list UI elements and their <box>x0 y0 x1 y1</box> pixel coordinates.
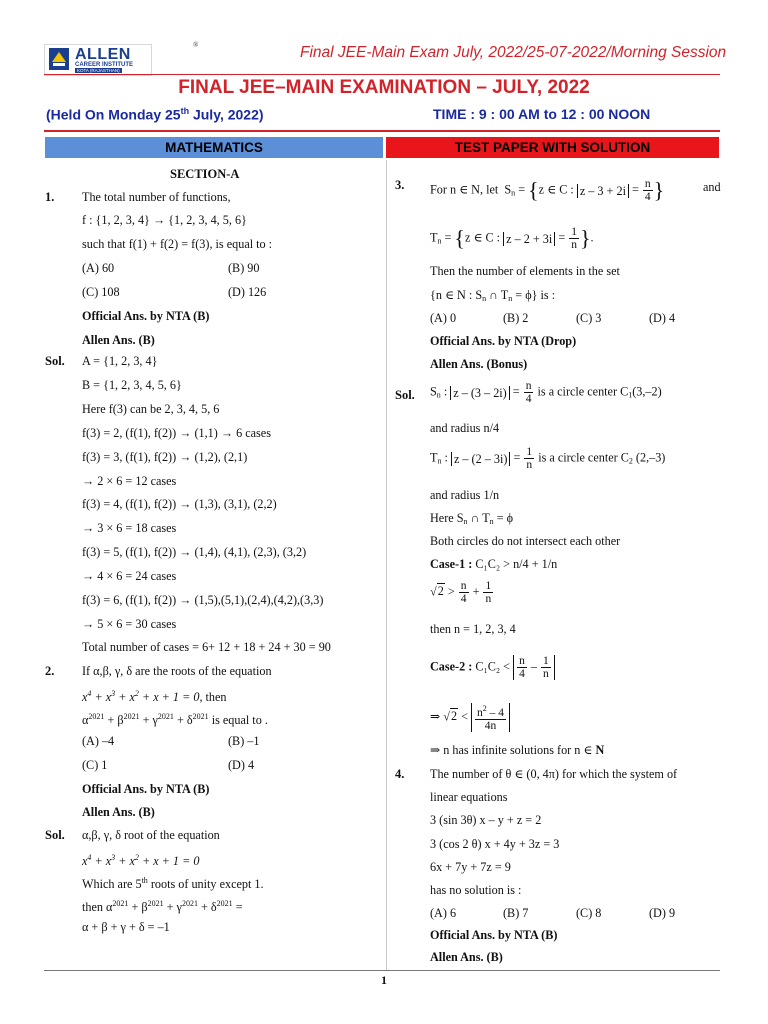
q3-sol-both: Both circles do not intersect each other <box>430 534 621 548</box>
q4-equation-3: 6x + 7y + 7z = 9 <box>430 860 511 874</box>
q1-sol-line: f(3) = 3, (f(1), f(2)) → (1,2), (2,1) <box>82 450 248 464</box>
q3-option-b: (B) 2 <box>503 311 529 325</box>
q2-equation: $x^4 + x^3 + x^2 + x + 1 = 0$, then <box>82 689 227 704</box>
exam-time: TIME : 9 : 00 AM to 12 : 00 NOON <box>433 106 651 122</box>
q2-option-a: (A) –4 <box>82 734 115 748</box>
q3-nta-answer: Official Ans. by NTA (Drop) <box>430 334 577 348</box>
q4-stem-2: linear equations <box>430 790 508 804</box>
q4-ask: has no solution is : <box>430 883 522 897</box>
q2-sol-line: Which are 5th roots of unity except 1. <box>82 876 264 891</box>
q4-equation-2: 3 (cos 2 θ) x + 4y + 3z = 3 <box>430 837 560 851</box>
q2-stem: If α,β, γ, δ are the roots of the equation <box>82 664 272 678</box>
q3-sol-case-2: Case-2 : C₁C₂ < $\frac{n}{4}$ – $\frac{1}{n}$ <box>430 655 555 680</box>
q3-sol-radius-1: and radius n/4 <box>430 421 500 435</box>
q3-tn-definition: $T_n = \{z$ ∈ C : z – 2 + 3i = $\frac{1}{n}$ }. <box>430 225 594 251</box>
q2-allen-answer: Allen Ans. (B) <box>82 805 155 819</box>
q1-sol-line: f(3) = 5, (f(1), f(2)) → (1,4), (4,1), (2,3), (3,2) <box>82 545 307 559</box>
q3-sol-circle-2: $T_n$ : z – (2 – 3i) = $\frac{1}{n}$ is a circle center $C_2$ (2,–3) <box>430 446 666 471</box>
q1-sol-line: Total number of cases = 6+ 12 + 18 + 24 + 30 = 90 <box>82 640 331 654</box>
q1-sol-line: → 4 × 6 = 24 cases <box>82 569 177 583</box>
solution-label: Sol. <box>45 828 65 842</box>
subject-band: MATHEMATICS <box>45 137 383 158</box>
q3-option-c: (C) 3 <box>576 311 602 325</box>
q2-sol-line: α + β + γ + δ = –1 <box>82 920 170 934</box>
page-title: FINAL JEE–MAIN EXAMINATION – JULY, 2022 <box>178 77 590 98</box>
q3-set: {n ∈ N : $S_n$ ∩ $T_n = \phi$} is : <box>430 288 556 303</box>
q4-allen-answer: Allen Ans. (B) <box>430 950 503 964</box>
session-title: Final JEE-Main Exam July, 2022/25-07-2022/Morning Session <box>300 44 727 61</box>
q3-stem: For n ∈ N, let $S_n = \{z$ ∈ C : z – 3 + 2i = $\frac{n}{4}$ } <box>430 177 665 203</box>
q1-option-c: (C) 108 <box>82 285 120 299</box>
q2-option-c: (C) 1 <box>82 758 108 772</box>
q1-sol-line: f(3) = 4, (f(1), f(2)) → (1,3), (3,1), (2,2) <box>82 497 277 511</box>
question-number: 3. <box>395 178 405 192</box>
q4-nta-answer: Official Ans. by NTA (B) <box>430 928 558 942</box>
q3-sol-case-1: Case-1 : C₁C₂ > n/4 + 1/n <box>430 557 558 571</box>
q3-sol-case-1-ineq: √2 > $\frac{n}{4}$ + $\frac{1}{n}$ <box>430 580 492 605</box>
q1-sol-line: Here f(3) can be 2, 3, 4, 5, 6 <box>82 402 220 416</box>
q4-option-c: (C) 8 <box>576 906 602 920</box>
q3-allen-answer: Allen Ans. (Bonus) <box>430 357 528 371</box>
q1-sol-line: → 2 × 6 = 12 cases <box>82 474 177 488</box>
q1-function: f : {1, 2, 3, 4} → {1, 2, 3, 4, 5, 6} <box>82 213 247 227</box>
q1-sol-line: B = {1, 2, 3, 4, 5, 6} <box>82 378 182 392</box>
q3-option-a: (A) 0 <box>430 311 457 325</box>
logo-tag: KOTA (RAJASTHAN) <box>77 68 120 73</box>
q3-and: and <box>703 180 721 194</box>
q1-sol-line: → 5 × 6 = 30 cases <box>82 617 177 631</box>
q2-nta-answer: Official Ans. by NTA (B) <box>82 782 210 796</box>
q3-sol-then: then n = 1, 2, 3, 4 <box>430 622 516 636</box>
q2-option-b: (B) –1 <box>228 734 260 748</box>
header-rule <box>44 74 720 75</box>
logo-sub: CAREER INSTITUTE <box>75 62 134 68</box>
q2-sol-line: α,β, γ, δ root of the equation <box>82 828 220 842</box>
column-divider <box>386 160 387 970</box>
q4-equation-1: 3 (sin 3θ) x – y + z = 2 <box>430 813 542 827</box>
q3-then: Then the number of elements in the set <box>430 264 620 278</box>
allen-logo <box>44 41 199 76</box>
page-number: 1 <box>381 973 387 987</box>
question-number: 4. <box>395 767 405 781</box>
q4-stem: The number of θ ∈ (0, 4π) for which the system of <box>430 767 678 781</box>
registered-mark: ® <box>193 41 199 49</box>
q4-option-b: (B) 7 <box>503 906 529 920</box>
q2-sol-line: then $\alpha^{2021} + \beta^{2021} + \gamma^{2021} + \delta^{2021}$ = <box>82 899 243 914</box>
q1-sol-line: f(3) = 2, (f(1), f(2)) → (1,1) → 6 cases <box>82 426 271 440</box>
footer-rule <box>44 970 720 971</box>
q1-sol-line: f(3) = 6, (f(1), f(2)) → (1,5),(5,1),(2,4),(4,2),(3,3) <box>82 593 324 607</box>
header-rule-2 <box>44 130 720 132</box>
q3-option-d: (D) 4 <box>649 311 676 325</box>
solution-label: Sol. <box>395 388 415 402</box>
q4-option-a: (A) 6 <box>430 906 457 920</box>
q3-sol-circle-1: $S_n$ : z – (3 – 2i) = $\frac{n}{4}$ is a circle center $C_1(3,-2)$ <box>430 380 662 405</box>
q1-condition: such that f(1) + f(2) = f(3), is equal to : <box>82 237 273 251</box>
q3-sol-here: Here $S_n$ ∩ $T_n = \phi$ <box>430 511 514 526</box>
q1-option-b: (B) 90 <box>228 261 260 275</box>
question-number: 1. <box>45 190 55 204</box>
q1-stem: The total number of functions, <box>82 190 231 204</box>
q2-expression: $\alpha^{2021} + \beta^{2021} + \gamma^{2021} + \delta^{2021}$ is equal to . <box>82 712 268 727</box>
q3-sol-radius-2: and radius 1/n <box>430 488 500 502</box>
allen-emblem-icon <box>49 48 69 70</box>
q1-option-d: (D) 126 <box>228 285 267 299</box>
paper-band: TEST PAPER WITH SOLUTION <box>386 137 719 158</box>
q1-option-a: (A) 60 <box>82 261 115 275</box>
q1-allen-answer: Allen Ans. (B) <box>82 333 155 347</box>
q2-option-d: (D) 4 <box>228 758 255 772</box>
solution-label: Sol. <box>45 354 65 368</box>
section-heading: SECTION-A <box>170 167 240 181</box>
q1-sol-line: A = {1, 2, 3, 4} <box>82 354 158 368</box>
q1-sol-line: → 3 × 6 = 18 cases <box>82 521 177 535</box>
q1-nta-answer: Official Ans. by NTA (B) <box>82 309 210 323</box>
q3-sol-case-2-ineq: ⇒ √2 < $\frac{n^2 - 4}{4n}$ <box>430 703 510 732</box>
logo-brand: ALLEN <box>75 46 131 63</box>
held-on: (Held On Monday 25th July, 2022) <box>46 106 264 123</box>
q4-option-d: (D) 9 <box>649 906 676 920</box>
q2-sol-equation: $x^4 + x^3 + x^2 + x + 1 = 0$ <box>82 853 200 868</box>
q3-sol-conclusion: ⇒ n has infinite solutions for n ∈ N <box>430 743 605 757</box>
question-number: 2. <box>45 664 55 678</box>
